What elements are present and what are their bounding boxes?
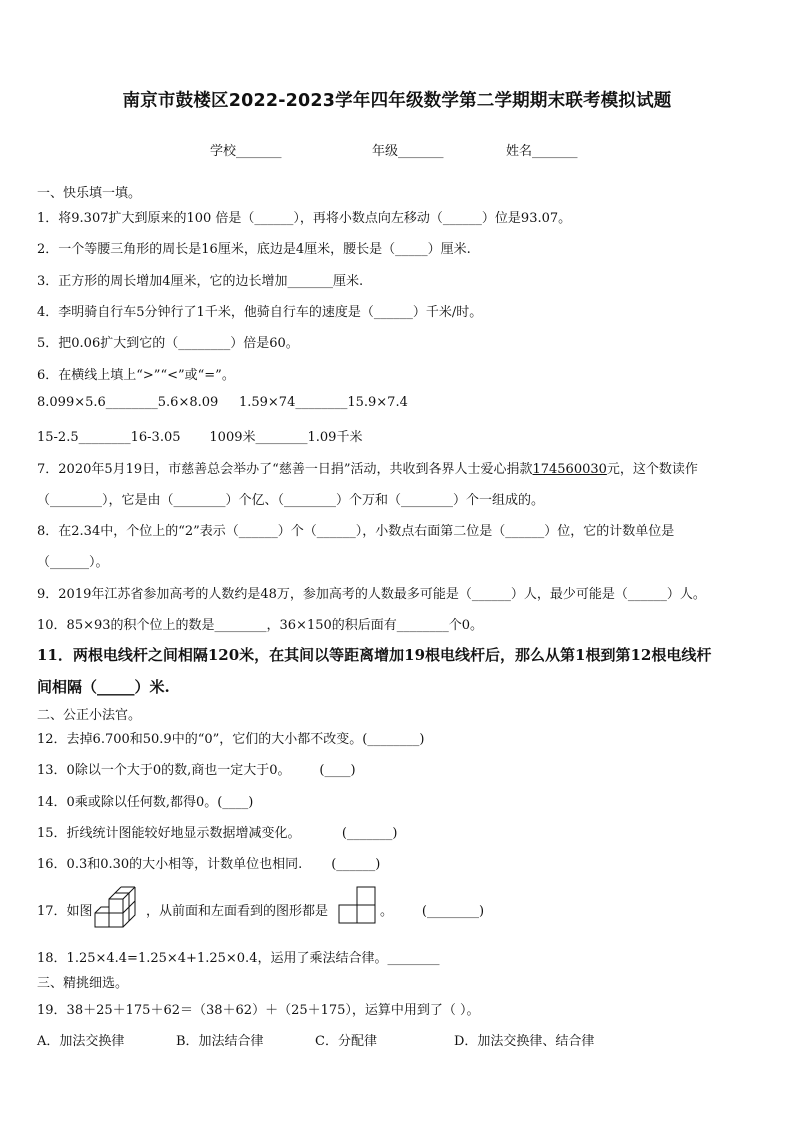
question-13: 13．0除以一个大于0的数,商也一定大于0。 (____) bbox=[37, 763, 356, 778]
section-heading-3: 三、精挑细选。 bbox=[37, 976, 129, 991]
question-11-continued: 间相隔（_____）米. bbox=[37, 678, 170, 696]
question-11: 11．两根电线杆之间相隔120米，在其间以等距离增加19根电线杆后，那么从第1根到第12根电线杆 bbox=[37, 646, 712, 664]
question-12: 12．去掉6.700和50.9中的“0”，它们的大小都不改变。(________) bbox=[37, 732, 425, 747]
question-7-text-a: 7．2020年5月19日，市慈善总会举办了“慈善一日捐”活动，共收到各界人士爱心捐款 bbox=[37, 462, 533, 477]
question-6-row-a: 8.099×5.6________5.6×8.09 1.59×74________15.9×7.4 bbox=[37, 395, 408, 410]
question-14: 14．0乘或除以任何数,都得0。(____) bbox=[37, 795, 254, 810]
option-d: D．加法交换律、结合律 bbox=[454, 1034, 595, 1049]
option-a: A．加法交换律 bbox=[37, 1034, 125, 1049]
cube-stack-figure bbox=[94, 884, 144, 930]
question-10: 10．85×93的积个位上的数是________，36×150的积后面有________个0。 bbox=[37, 618, 484, 633]
question-18: 18．1.25×4.4=1.25×4+1.25×0.4，运用了乘法结合律。________ bbox=[37, 951, 440, 966]
option-c: C．分配律 bbox=[315, 1034, 377, 1049]
question-8: 8．在2.34中，个位上的“2”表示（______）个（______），小数点右面第二位是（______）位，它的计数单位是 bbox=[37, 524, 675, 539]
question-17-text: ，从前面和左面看到的图形都是 bbox=[146, 904, 329, 919]
question-7 bbox=[37, 458, 764, 477]
question-6-row-b: 15-2.5________16-3.05 1009米________1.09千米 bbox=[37, 430, 363, 445]
question-7-continued: （________），它是由（________）个亿、（________）个万和（________）个一组成的。 bbox=[37, 493, 545, 508]
section-heading-2: 二、公正小法官。 bbox=[37, 708, 142, 723]
donation-amount: 174560030 bbox=[532, 462, 607, 477]
question-7-text-b: 元，这个数读作 bbox=[606, 462, 698, 477]
question-1: 1．将9.307扩大到原来的100 倍是（______），再将小数点向左移动（______）位是93.07。 bbox=[37, 211, 572, 226]
question-3: 3．正方形的周长增加4厘米，它的边长增加_______厘米. bbox=[37, 274, 364, 289]
question-19: 19．38＋25＋175＋62＝（38＋62）＋（25＋175），运算中用到了（ ）。 bbox=[37, 1003, 480, 1018]
question-17-label: 17．如图 bbox=[37, 904, 93, 919]
question-17-answer: 。 (________) bbox=[380, 904, 485, 919]
view-shape-figure bbox=[336, 886, 378, 928]
section-heading-1: 一、快乐填一填。 bbox=[37, 186, 142, 201]
school-field: 学校_______ bbox=[210, 144, 282, 159]
question-5: 5．把0.06扩大到它的（________）倍是60。 bbox=[37, 336, 299, 351]
question-2: 2．一个等腰三角形的周长是16厘米，底边是4厘米，腰长是（_____）厘米. bbox=[37, 242, 471, 257]
page-title: 南京市鼓楼区2022-2023学年四年级数学第二学期期末联考模拟试题 bbox=[122, 91, 672, 111]
name-field: 姓名_______ bbox=[506, 144, 578, 159]
option-b: B．加法结合律 bbox=[176, 1034, 264, 1049]
question-4: 4．李明骑自行车5分钟行了1千米，他骑自行车的速度是（______）千米/时。 bbox=[37, 305, 483, 320]
question-9: 9．2019年江苏省参加高考的人数约是48万，参加高考的人数最多可能是（______）人，最少可能是（______）人。 bbox=[37, 587, 706, 602]
grade-field: 年级_______ bbox=[372, 144, 444, 159]
question-15: 15．折线统计图能较好地显示数据增减变化。 (_______) bbox=[37, 826, 398, 841]
question-8-continued: （______）。 bbox=[37, 555, 109, 570]
question-16: 16．0.3和0.30的大小相等，计数单位也相同. (______) bbox=[37, 857, 381, 872]
question-6: 6．在横线上填上“>”“<”或“=”。 bbox=[37, 368, 235, 383]
